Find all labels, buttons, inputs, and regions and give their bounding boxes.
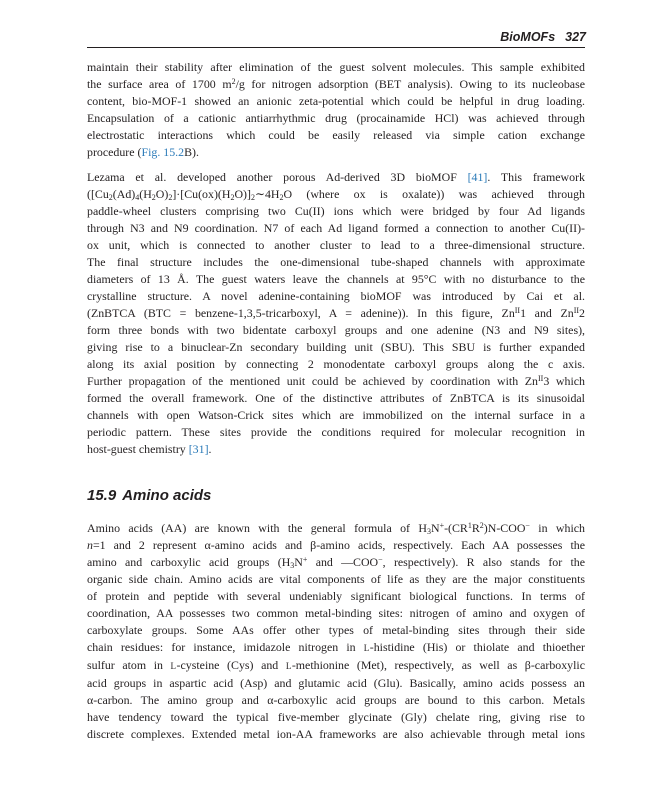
text-line: discrete complexes. Extended metal ion-AA frameworks are also achievable through metal ions (87, 727, 585, 741)
text-line: Further propagation of the mentioned unit could be achieved by coordination with $Zn^{II}3$ which (87, 374, 585, 388)
text-line: formed the overall framework. One of the distinctive attributes of ZnBTCA is its sinusoidal (87, 391, 585, 405)
text-line: the surface area of 1700 $m^2/g$ for nitrogen adsorption (BET analysis). Owing to its nucleobase (87, 77, 585, 91)
text-line: content, bio-MOF-1 showed an anionic zeta-potential which could be helpful in drug loading. (87, 94, 585, 108)
text-line: acid groups in aspartic acid (Asp) and glutamic acid (Glu). Basically, amino acids possess an (87, 676, 585, 690)
section-title: Amino acids (122, 487, 212, 504)
text-line: Encapsulation of a cationic antiarrhythmic drug (procainamide HCl) was achieved through (87, 111, 585, 125)
text-line: chain residues: for instance, imidazole nitrogen in L-histidine (His) or thiolate and thioether (87, 640, 585, 654)
citation-link[interactable]: [31] (188, 442, 209, 456)
formula-line: ($[Cu_2(Ad)_4(H_2O)_2]\cdot[Cu(ox)(H_2O)]_2\sim 4H_2O$ (where ox is oxalate)) was achieved through (87, 187, 585, 202)
text-line: Lezama et al. developed another porous Ad-derived 3D bioMOF [41]. This framework (87, 170, 585, 184)
text-line: have tendency toward the typical five-member glycinate (Gly) chelate ring, giving rise to (87, 710, 585, 724)
header-rule (87, 47, 585, 48)
text-line: n=1 and 2 represent α-amino acids and β-amino acids, respectively. Each AA possesses the (87, 538, 585, 552)
text-line: maintain their stability after elimination of the guest solvent molecules. This sample exhibited (87, 60, 585, 74)
text-line: organic side chain. Amino acids are vital components of life as they are the major constituents (87, 572, 585, 586)
text-line: of protein and peptide with several undeniably significant biological functions. In terms of (87, 589, 585, 603)
citation-link[interactable]: [41] (467, 170, 488, 184)
text-line: The final structure includes the one-dimensional tube-shaped channels with approximate (87, 255, 585, 269)
text-line: α-carbon. The amino group and α-carboxylic acid groups are bound to this carbon. Metals (87, 693, 585, 707)
text-line: carboxylate groups. Some AAs offer other types of metal-binding sites through their side (87, 623, 585, 637)
formula-line: Amino acids (AA) are known with the general formula of $H_3N^+-(CR^1R^2)N-COO^-$ in which (87, 521, 585, 536)
text-line: (ZnBTCA (BTC = benzene-1,3,5-tricarboxyl, A = adenine)). In this figure, $Zn^{II}1$ and $Zn^{II}2$ (87, 306, 585, 320)
text-line: periodic pattern. These sites provide the conditions required for molecular recognition in (87, 425, 585, 439)
running-header (500, 30, 586, 44)
body-text (87, 59, 585, 751)
text-line: through N3 and N9 coordination. N7 of each Ad ligand formed a connection to another Cu(II)- (87, 221, 585, 235)
running-title: BioMOFs (500, 30, 556, 44)
text-line: crystalline structure. A novel adenine-containing bioMOF was introduced by Cai et al. (87, 289, 585, 303)
section-heading (87, 486, 585, 506)
paragraph-amino-acids (87, 520, 585, 743)
figure-link[interactable]: Fig. 15.2 (141, 145, 185, 159)
text-line: diameters of 13 Å. The guest waters leave the channels at 95°C with no disturbance to the (87, 272, 585, 286)
text-line: coordination, AA possesses two common metal-binding sites: nitrogen of amino and oxygen of (87, 606, 585, 620)
text-line: channels with open Watson-Crick sites which are immobilized on the internal surface in a (87, 408, 585, 422)
text-line: form three bonds with two bidentate carboxyl groups and one adenine (N3 and N9 sites), (87, 323, 585, 337)
text-line: host-guest chemistry [31]. (87, 442, 212, 456)
text-line: sulfur atom in L-cysteine (Cys) and L-methionine (Met), respectively, as well as β-carboxylic (87, 658, 585, 672)
text-line: electrostatic interactions which could be easily released via simple cation exchange (87, 128, 585, 142)
text-line: giving rise to a binuclear-Zn secondary building unit (SBU). This SBU is further expanded (87, 340, 585, 354)
text-line: amino and carboxylic acid groups ($H_3N^+$ and —COO−, respectively). R also stands for the (87, 555, 586, 570)
paragraph-bio-mof-1 (87, 59, 585, 161)
text-line: ox unit, which is connected to another cluster to lead to a three-dimensional structure. (87, 238, 585, 252)
section-number: 15.9 (87, 487, 117, 504)
paragraph-adenine-biomof (87, 169, 585, 458)
text-line: along its axial position by connecting 2 monodentate carboxyl groups along the c axis. (87, 357, 585, 371)
text-line: paddle-wheel clusters comprising two Cu(II) ions which were bridged by four Ad ligands (87, 204, 585, 218)
page-number: 327 (565, 30, 586, 44)
text-line: procedure (Fig. 15.2B). (87, 145, 199, 159)
